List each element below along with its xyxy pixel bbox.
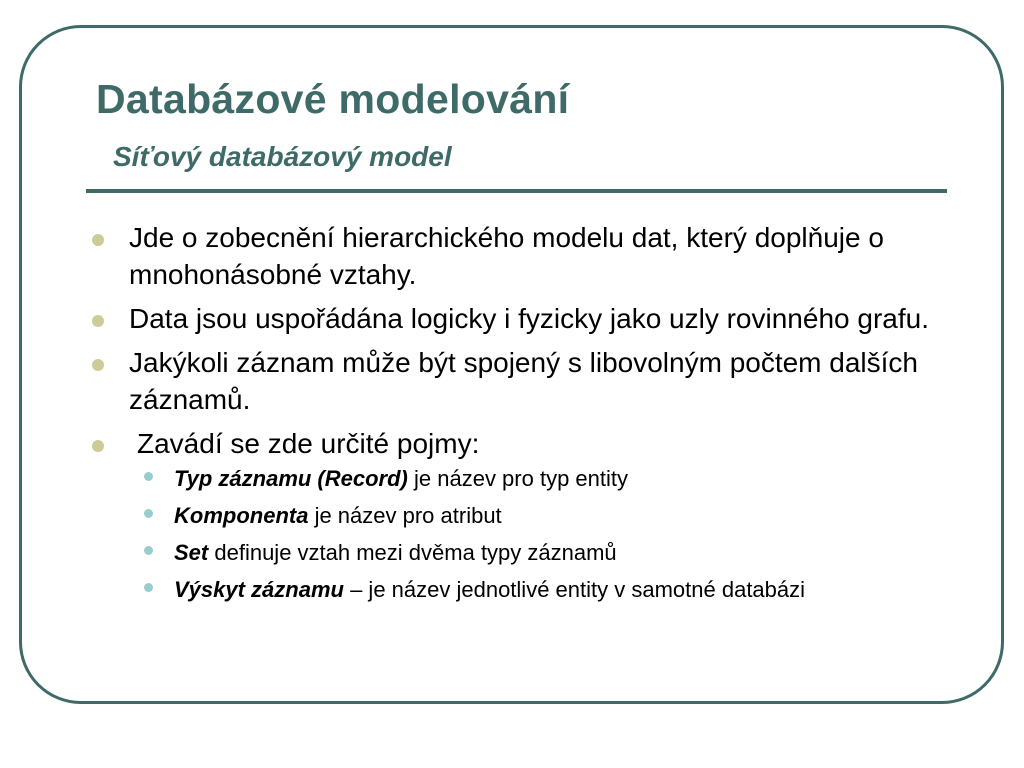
term-record: Typ záznamu (Record) xyxy=(174,466,408,491)
bullet-dot-icon xyxy=(92,234,104,246)
bullet-dot-icon xyxy=(92,359,104,371)
subbullet-item xyxy=(88,464,968,494)
term-description: definuje vztah mezi dvěma typy záznamů xyxy=(208,540,617,565)
bullet-dot-icon xyxy=(92,315,104,327)
slide-subtitle: Síťový databázový model xyxy=(113,141,452,172)
bullet-item xyxy=(88,344,968,418)
bullet-item xyxy=(88,425,968,605)
term-component: Komponenta xyxy=(174,503,309,528)
subbullet-dot-icon xyxy=(144,472,153,481)
bullet-text: Jakýkoli záznam může být spojený s libovolným počtem dalších záznamů. xyxy=(129,347,919,415)
slide-title: Databázové modelování xyxy=(96,76,570,122)
subbullet-item xyxy=(88,538,968,568)
term-description: je název pro atribut xyxy=(308,503,502,528)
bullet-text: Jde o zobecnění hierarchického modelu dat, který doplňuje o mnohonásobné vztahy. xyxy=(129,222,884,290)
bullet-dot-icon xyxy=(92,440,104,452)
bullet-list xyxy=(88,219,968,605)
term-description: je název pro typ entity xyxy=(407,466,629,491)
term-description: – je název jednotlivé entity v samotné databázi xyxy=(343,577,806,602)
subbullet-item xyxy=(88,501,968,531)
term-occurrence: Výskyt záznamu xyxy=(174,577,344,602)
bullet-text: Zavádí se zde určité pojmy: xyxy=(137,428,480,459)
bullet-item xyxy=(88,300,968,337)
subbullet-list xyxy=(88,464,968,605)
bullet-item xyxy=(88,219,968,293)
subbullet-dot-icon xyxy=(144,546,153,555)
term-set: Set xyxy=(174,540,209,565)
slide-content xyxy=(88,219,968,612)
subbullet-dot-icon xyxy=(144,583,153,592)
subbullet-item xyxy=(88,575,968,605)
bullet-text: Data jsou uspořádána logicky i fyzicky jako uzly rovinného grafu. xyxy=(129,303,929,334)
title-divider xyxy=(86,189,947,193)
subbullet-dot-icon xyxy=(144,509,153,518)
